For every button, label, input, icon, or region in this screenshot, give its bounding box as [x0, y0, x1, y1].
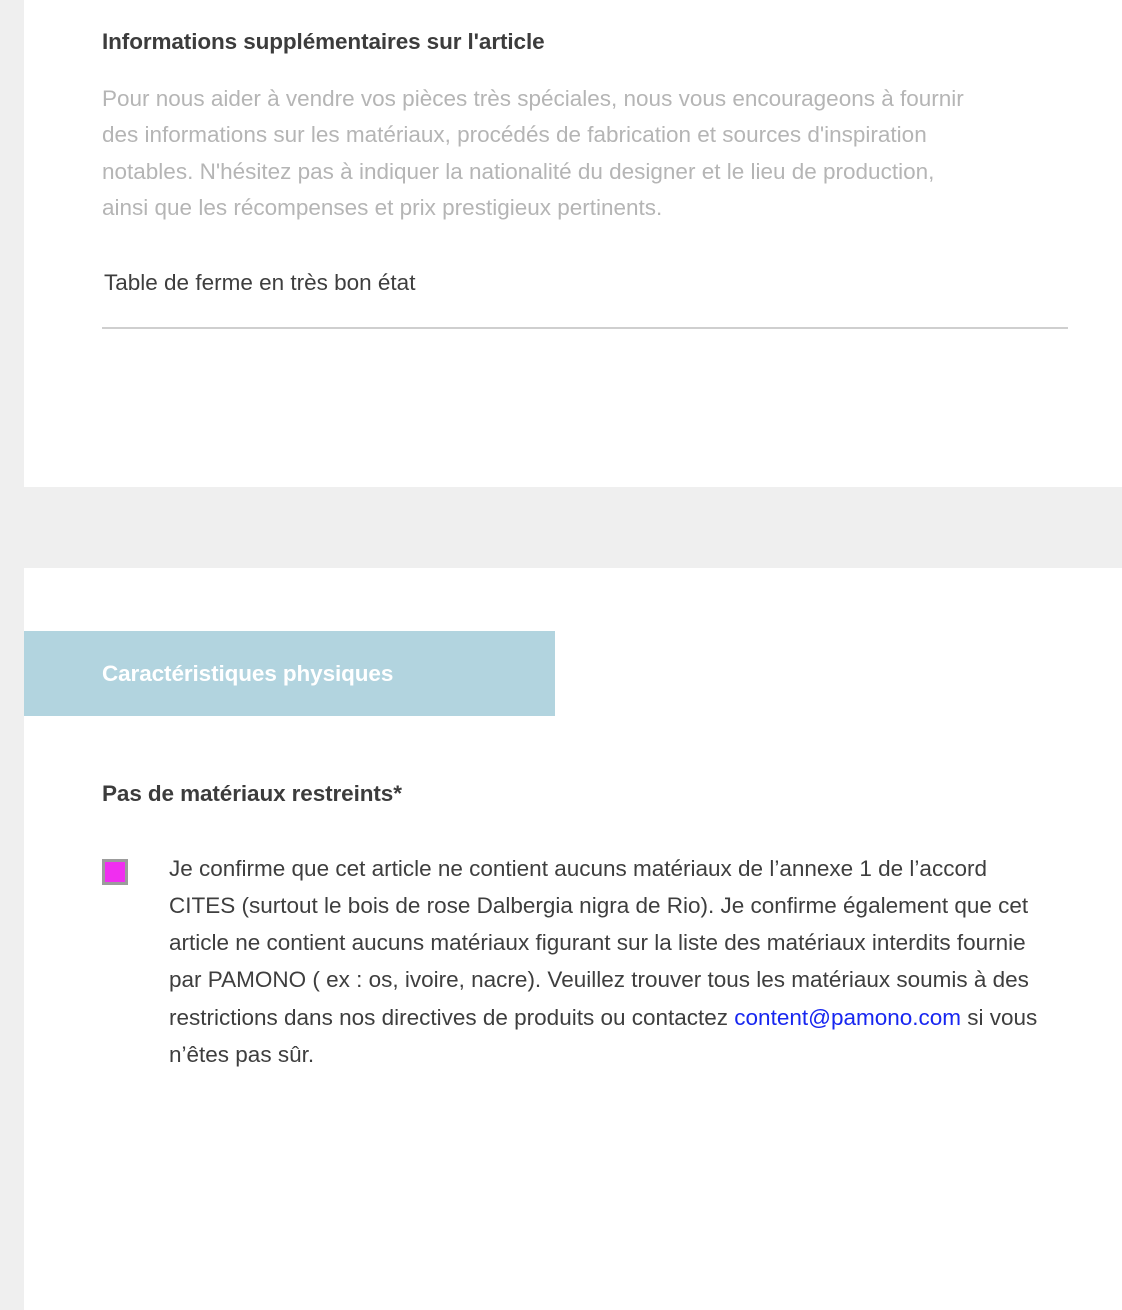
- left-gutter: [0, 0, 24, 1310]
- banner-label: Caractéristiques physiques: [102, 660, 394, 686]
- checkbox-label-text-part-2: si vous n’êtes pas sûr.: [169, 1004, 1038, 1067]
- content-email-link[interactable]: content@pamono.com: [734, 1004, 962, 1030]
- additional-info-card: [24, 0, 1122, 487]
- restricted-materials-label: Pas de matériaux restreints*: [102, 781, 402, 806]
- card-separator: [24, 487, 1122, 568]
- checkbox-label-text-part-1: Je confirme que cet article ne contient aucuns matériaux de l’annexe 1 de l’accord CITES (surtout le bois de rose Dalbergia nigra de Rio). Je confirme également que cet article ne contient aucuns matériaux figurant sur la liste des matériaux interdits fournie par PAMONO ( ex : os, ivoire, nacre). Veuillez trouver tous les matériaux soumis à des restrictions dans nos directives de produits ou contactez: [169, 856, 1029, 1030]
- checkbox-checked-icon: [105, 862, 125, 882]
- page-title: Informations supplémentaires sur l'article: [102, 29, 545, 54]
- physical-characteristics-card: [24, 568, 1122, 1310]
- banner-wrapper: [24, 568, 1122, 716]
- description-input-underline: [102, 327, 1068, 329]
- description-input[interactable]: Table de ferme en très bon état: [104, 269, 416, 295]
- description-field-wrapper[interactable]: [102, 269, 1068, 329]
- physical-characteristics-banner: [24, 631, 555, 716]
- restricted-materials-checkbox-label: [169, 850, 1049, 1073]
- content-column: [24, 0, 1122, 1310]
- additional-info-hint-text: Pour nous aider à vendre vos pièces très spéciales, nous vous encourageons à fournir des informations sur les matériaux, procédés de fabrication et sources d'inspiration notables. N'hésitez pas à indiquer la nationalité du designer et le lieu de production, ainsi que les récompenses et prix prestigieux pertinents.: [102, 86, 964, 221]
- restricted-materials-checkbox-row[interactable]: [102, 850, 1068, 1073]
- restricted-materials-checkbox[interactable]: [102, 859, 128, 885]
- physical-body: [24, 780, 1122, 1073]
